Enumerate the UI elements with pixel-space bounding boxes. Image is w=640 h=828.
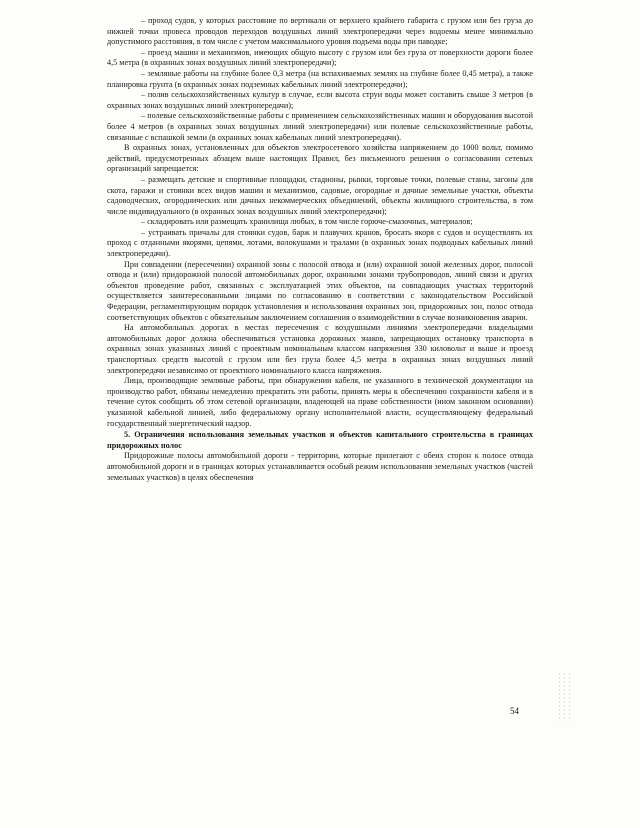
- paragraph-earthworks: – земляные работы на глубине более 0,3 метра (на вспахиваемых землях на глубине более 0,45 метра), а также планировка грунта (в охранных зонах подземных кабельных линий электропередачи);: [107, 68, 533, 89]
- scan-noise-dots: [557, 672, 571, 722]
- paragraph-vehicle-passage: – проезд машин и механизмов, имеющих общую высоту с грузом или без груза от поверхности дороги более 4,5 метра (в охранных зонах воздушных линий электропередачи);: [107, 47, 533, 68]
- page-number: 54: [510, 706, 519, 716]
- paragraph-zone-overlap: При совпадении (пересечении) охранной зоны с полосой отвода и (или) охранной зоной железных дорог, полосой отвода и (или) придорожной полосой автомобильных дорог, охранными зонами трубопроводов, линий связи и других объектов проведение работ, связанных с эксплуатацией этих объектов, на совпадающих участках территорий осуществляется заинтересованными лицами по согласованию в соответствии с законодательством Российской Федерации, регламентирующим порядок установления и использования охранных зон, придорожных зон, полос отвода соответствующих объектов с обязательным заключением соглашения о взаимодействии в случае возникновения аварии.: [107, 259, 533, 322]
- paragraph-1000-volt-zones: В охранных зонах, установленных для объектов электросетевого хозяйства напряжением до 1000 вольт, помимо действий, предусмотренных абзацем выше настоящих Правил, без письменного решения о согласовании сетевых организаций запрещается:: [107, 143, 533, 174]
- section-heading: 5. Ограничения использования земельных участков и объектов капитального строительства в границах придорожных полос: [107, 430, 533, 450]
- paragraph-storage: – складировать или размещать хранилища любых, в том числе горюче-смазочных, материалов;: [141, 217, 473, 227]
- paragraph-moorings: – устраивать причалы для стоянки судов, барж и плавучих кранов, бросать якоря с судов и осуществлять их проход с отданными якорями, цепями, лотами, волокушами и тралами (в охранных зонах подводных кабельных линий электропередачи).: [107, 227, 533, 259]
- paragraph-playgrounds: – размещать детские и спортивные площадки, стадионы, рынки, торговые точки, полевые станы, загоны для скота, гаражи и стоянки всех видов машин и механизмов, садовые, огородные и дачные земельные участки, объекты садоводческих, огороднических или дачных некоммерческих объединений, объекты жилищного строительства, в том числе индивидуального (в охранных зонах воздушных линий электропередачи);: [107, 174, 533, 216]
- document-body: [107, 16, 533, 483]
- paragraph-cable-discovery: Лица, производящие земляные работы, при обнаружении кабеля, не указанного в технической документации на производство работ, обязаны немедленно прекратить эти работы, принять меры к обеспечению сохранности кабеля и в течение суток сообщить об этом сетевой организации, владеющей на праве собственности (ином законном основании) указанной кабельной линией, либо федеральному органу исполнительной власти, осуществляющему федеральный государственный энергетический надзор.: [107, 376, 533, 428]
- paragraph-roadside-strips: Придорожные полосы автомобильной дороги - территории, которые прилегают с обеих сторон к полосе отвода автомобильной дороги и в границах которых устанавливается особый режим использования земельных участков (частей земельных участков) в целях обеспечения: [107, 451, 533, 482]
- paragraph-irrigation: – полив сельскохозяйственных культур в случае, если высота струи воды может составить свыше 3 метров (в охранных зонах воздушных линий электропередачи);: [107, 90, 533, 110]
- paragraph-field-works: – полевые сельскохозяйственные работы с применением сельскохозяйственных машин и оборудования высотой более 4 метров (в охранных зонах воздушных линий электропередачи) или полевые сельскохозяйственные работы, связанные с вспашкой земли (в охранных зонах кабельных линий электропередачи).: [107, 111, 533, 142]
- paragraph-road-crossings: На автомобильных дорогах в местах пересечения с воздушными линиями электропередачи владельцами автомобильных дорог должна обеспечиваться установка дорожных знаков, запрещающих остановку транспорта в охранных зонах указанных линий с проектным номинальным классом напряжения 330 киловольт и выше и проезд транспортных средств высотой с грузом или без груза более 4,5 метра в охранных зонах воздушных линий электропередачи независимо от проектного номинального класса напряжения.: [107, 323, 533, 375]
- paragraph-ship-passage: – проход судов, у которых расстояние по вертикали от верхнего крайнего габарита с грузом или без груза до нижней точки провеса проводов переходов воздушных линий электропередачи через водоемы менее минимально допустимого расстояния, в том числе с учетом максимального уровня подъема воды при паводке;: [107, 16, 533, 47]
